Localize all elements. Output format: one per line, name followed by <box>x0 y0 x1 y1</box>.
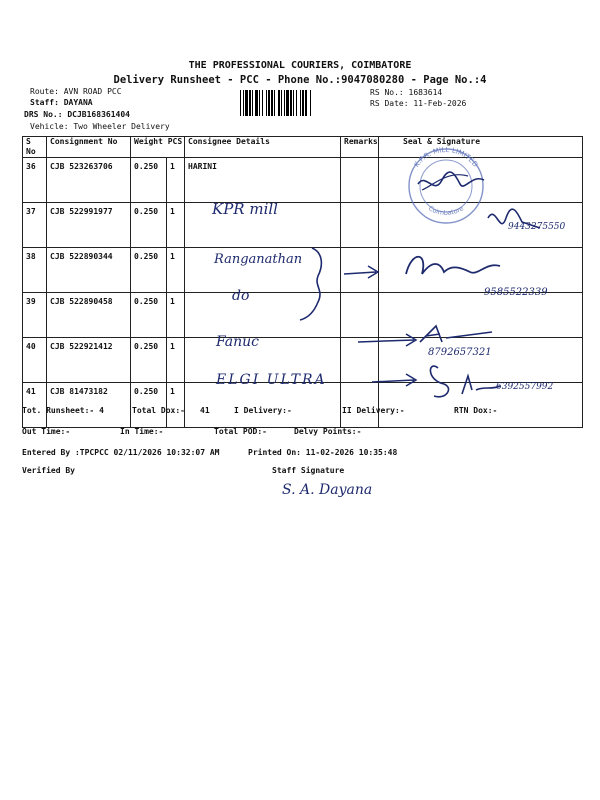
phone-39: 9585522339 <box>484 287 548 298</box>
barcode-bar <box>266 90 267 116</box>
barcode-bar <box>245 90 248 116</box>
vehicle-label: Vehicle: Two Wheeler Delivery <box>30 122 170 131</box>
route-label: Route: AVN ROAD PCC <box>30 87 122 96</box>
barcode-bar <box>255 90 258 116</box>
rs-date: RS Date: 11-Feb-2026 <box>370 99 467 108</box>
total-dox-label: Total Dox:- <box>132 406 185 415</box>
row-consignment: CJB 522921412 <box>47 338 131 383</box>
barcode-bar <box>296 90 297 116</box>
barcode-bar <box>274 90 275 116</box>
row-sno: 41 <box>23 383 47 428</box>
barcode-bar <box>286 90 289 116</box>
staff-signature: S. A. Dayana <box>282 482 373 498</box>
handwritten-consignee-38: Ranganathan <box>214 252 303 267</box>
row-consignment: CJB 523263706 <box>47 158 131 203</box>
row-pcs: 1 <box>167 293 185 338</box>
row-weight: 0.250 <box>131 383 167 428</box>
row-sno: 38 <box>23 248 47 293</box>
arrow-icon <box>344 266 378 278</box>
row-consignee: HARINI <box>185 158 341 203</box>
col-consignee: Consignee Details <box>185 137 341 158</box>
barcode-bar <box>259 90 260 116</box>
row-sno: 39 <box>23 293 47 338</box>
stamp-bottom-text: Coimbatore <box>427 204 465 217</box>
barcode-bar <box>300 90 301 116</box>
out-time: Out Time:- <box>22 427 71 436</box>
handwritten-consignee-40: Fanuc <box>216 334 259 350</box>
company-title: THE PROFESSIONAL COURIERS, COIMBATORE <box>188 60 412 71</box>
signature-40 <box>420 326 492 342</box>
barcode-bar <box>310 90 311 116</box>
staff-signature-label: Staff Signature <box>272 466 345 475</box>
entered-by: Entered By :TPCPCC 02/11/2026 10:32:07 AM <box>22 448 220 457</box>
row-pcs: 1 <box>167 248 185 293</box>
brace-mark <box>300 248 321 320</box>
barcode-bar <box>249 90 251 116</box>
delvy-points: Delvy Points:- <box>294 427 362 436</box>
row-weight: 0.250 <box>131 338 167 383</box>
phone-40: 8792657321 <box>428 347 492 358</box>
barcode-bar <box>293 90 294 116</box>
signature-41 <box>430 366 500 397</box>
barcode-bar <box>268 90 270 116</box>
barcode-bar <box>302 90 304 116</box>
phone-37: 9443275550 <box>508 222 566 232</box>
rtn-dox: RTN Dox:- <box>454 406 498 415</box>
barcode-bar <box>240 90 241 116</box>
col-weight-pcs: Weight PCS <box>131 137 185 158</box>
barcode-bar <box>284 90 285 116</box>
handwritten-consignee-39: do <box>232 288 250 304</box>
handwritten-consignee-37: KPR mill <box>212 200 278 218</box>
col-sno: S No <box>23 137 47 158</box>
row-consignment: CJB 81473182 <box>47 383 131 428</box>
row-weight: 0.250 <box>131 248 167 293</box>
barcode-bar <box>278 90 280 116</box>
row-consignment: CJB 522890344 <box>47 248 131 293</box>
ii-delivery: II Delivery:- <box>342 406 405 415</box>
tot-runsheet: Tot. Runsheet:- 4 <box>22 406 104 415</box>
barcode-bar <box>305 90 307 116</box>
barcode <box>240 90 366 116</box>
row-pcs: 1 <box>167 158 185 203</box>
table-header-row <box>23 137 583 158</box>
row-sno: 37 <box>23 203 47 248</box>
barcode-bar <box>271 90 273 116</box>
stamp-top-text: K.P.R. MILL LIMITED <box>412 145 480 169</box>
col-seal-signature: Seal & Signature <box>379 137 583 158</box>
row-weight: 0.250 <box>131 293 167 338</box>
row-pcs: 1 <box>167 383 185 428</box>
verified-by: Verified By <box>22 466 75 475</box>
col-remarks: Remarks <box>341 137 379 158</box>
barcode-bar <box>290 90 292 116</box>
barcode-bar <box>262 90 263 116</box>
row-consignment: CJB 522890458 <box>47 293 131 338</box>
runsheet-subtitle: Delivery Runsheet - PCC - Phone No.:9047080280 - Page No.:4 <box>113 74 487 86</box>
barcode-bar <box>252 90 253 116</box>
staff-label: Staff: DAYANA <box>30 98 93 107</box>
in-time: In Time:- <box>120 427 164 436</box>
printed-on: Printed On: 11-02-2026 10:35:48 <box>248 448 398 457</box>
row-sno: 36 <box>23 158 47 203</box>
barcode-bar <box>281 90 282 116</box>
row-pcs: 1 <box>167 203 185 248</box>
row-pcs: 1 <box>167 338 185 383</box>
arrow-icon <box>372 374 416 386</box>
phone-41: 6392557992 <box>496 382 554 392</box>
total-pod: Total POD:- <box>214 427 267 436</box>
total-dox-value: 41 <box>200 406 210 415</box>
rs-number: RS No.: 1683614 <box>370 88 443 97</box>
barcode-bar <box>243 90 244 116</box>
arrow-icon <box>358 334 416 346</box>
row-sno: 40 <box>23 338 47 383</box>
col-consignment: Consignment No <box>47 137 131 158</box>
i-delivery: I Delivery:- <box>234 406 292 415</box>
row-consignment: CJB 522991977 <box>47 203 131 248</box>
handwritten-consignee-41: ELGI ULTRA <box>216 372 327 388</box>
drs-number: DRS No.: DCJB168361404 <box>24 110 130 119</box>
row-weight: 0.250 <box>131 203 167 248</box>
row-weight: 0.250 <box>131 158 167 203</box>
signature-38 <box>406 257 500 274</box>
